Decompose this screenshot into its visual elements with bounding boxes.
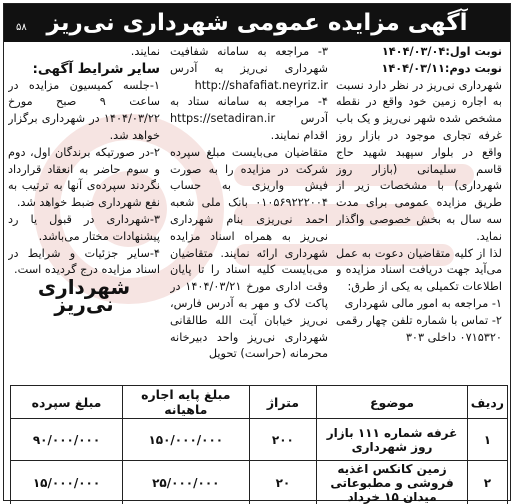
condition-3: ۳-شهرداری در قبول یا رد پیشنهادات مختار می‌باشد. (8, 212, 160, 243)
table-row (11, 419, 508, 461)
header-subject: موضوع (317, 386, 468, 419)
notice-frame (3, 3, 511, 504)
cell-area: ۲۰۰ (249, 419, 317, 461)
first-publication-date: نوبت اول:۱۴۰۴/۰۳/۰۴ (381, 45, 502, 58)
column-left (8, 44, 160, 366)
second-publication-date: نوبت دوم:۱۴۰۴/۰۳/۱۱ (381, 61, 502, 75)
table-row (11, 461, 508, 504)
method-item-1: ۱- مراجعه به امور مالی شهرداری (344, 296, 502, 310)
notice-code: ۵۸ (16, 22, 27, 33)
shafafiat-link[interactable]: http://shafafiat.neyriz.ir (194, 78, 328, 92)
header-base-rent: مبلغ پایه اجاره ماهیانه (123, 386, 249, 419)
conditions-title: سایر شرایط آگهی: (32, 60, 160, 77)
invitation-paragraph: لذا از کلیه متقاضیان دعوت به عمل می‌آید جهت دریافت اسناد مزایده و اطلاعات تکمیلی به یکی از طرق: (336, 246, 502, 294)
condition-4: ۴-سایر جزئیات و شرایط در اسناد مزایده درج گردیده است. (8, 246, 160, 277)
condition-1: ۱-جلسه کمیسیون مزایده در ساعت ۹ صبح مورخ ۱۴۰۴/۰۳/۲۲ در شهرداری برگزار خواهد شد. (8, 78, 160, 142)
cell-subject: غرفه شماره ۱۱۱ بازار روز شهرداری (317, 419, 468, 461)
header-row-number: ردیف (467, 386, 507, 419)
method-item-2: ۲- تماس با شماره تلفن چهار رقمی ۰۷۱۵۳۲۰ داخلی ۳۰۳ (336, 313, 502, 344)
method-item-4-suffix: اقدام نمایند. (270, 128, 328, 142)
intro-paragraph: شهرداری نی‌ریز در نظر دارد نسبت به اجاره زمین خود واقع در نقطه مشخص شده شهر نی‌ریز و یک باب غرفه تجاری موجود در بازار روز واقع در بلوار سپهبد شهید حاج قاسم سلیمانی (بازار روز شهرداری) با مشخصات زیر از طریق مزایده عمومی برای مدت سه سال به بخش خصوصی واگذار نماید. (336, 78, 502, 243)
cell-subject: زمین کانکس اغذیه فروشی و مطبوعاتی میدان ۱۵ خرداد (317, 461, 468, 504)
header-area: متراژ (249, 386, 317, 419)
table-header-row (11, 386, 508, 419)
auction-items-table (10, 385, 508, 504)
cell-deposit: ۱۵/۰۰۰/۰۰۰ (11, 461, 123, 504)
method-item-3: ۳- مراجعه به سامانه شفافیت شهرداری نی‌ریز به آدرس (170, 45, 328, 75)
cell-area: ۲۰ (249, 461, 317, 504)
cell-deposit: ۹۰/۰۰۰/۰۰۰ (11, 419, 123, 461)
municipality-signature: شهرداری نی‌ریز (37, 275, 131, 316)
deposit-paragraph: متقاضیان می‌بایست مبلغ سپرده شرکت در مزایده را به صورت فیش واریزی به حساب ۰۱۰۵۶۹۲۲۲۰۰۴ بانک ملی شعبه احمد نی‌ریزی بنام شهرداری نی‌ریز به همراه اسناد مزایده شهرداری ارائه نمایند. متقاضیان می‌بایست کلیه اسناد را تا پایان وقت اداری مورخ ۱۴۰۴/۰۳/۲۱ در پاکت لاک و مهر به آدرس فارس، نی‌ریز خیابان آیت الله طالقانی شهرداری نی‌ریز واحد دبیرخانه محرمانه (حراست) تحویل (170, 145, 328, 361)
cell-row-number: ۲ (467, 461, 507, 504)
carry-over-text: نمایند. (130, 45, 160, 58)
method-item-4: ۴- مراجعه به سامانه ستاد به آدرس (170, 95, 328, 126)
cell-base-rent: ۲۵/۰۰۰/۰۰۰ (123, 461, 249, 504)
column-middle (170, 44, 328, 366)
setad-link[interactable]: https://setadiran.ir (170, 112, 276, 126)
notice-body (4, 44, 510, 366)
condition-2: ۲-در صورتیکه برندگان اول، دوم و سوم حاضر به انعقاد قرارداد نگردند سپرده‌ی آنها به ترتیب به نفع شهرداری ضبط خواهد شد. (8, 145, 160, 210)
header-deposit: مبلغ سپرده (11, 386, 123, 419)
notice-title: آگهی مزایده عمومی شهرداری نی‌ریز (46, 10, 468, 36)
column-right (336, 44, 502, 366)
cell-row-number: ۱ (467, 419, 507, 461)
notice-header (4, 4, 510, 42)
cell-base-rent: ۱۵۰/۰۰۰/۰۰۰ (123, 419, 249, 461)
